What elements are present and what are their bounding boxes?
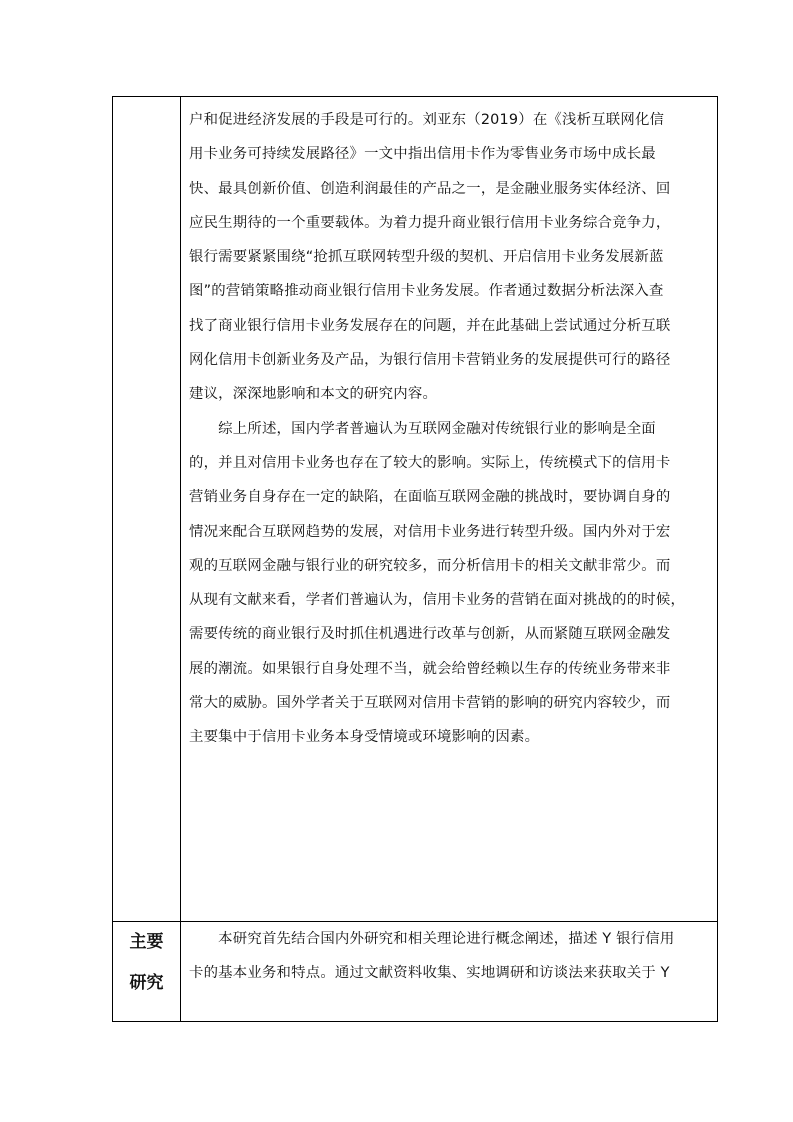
text-line: 从现有文献来看，学者们普遍认为，信用卡业务的营销在面对挑战的的时候， bbox=[189, 592, 686, 609]
text-line: 快、最具创新价值、创造利润最佳的产品之一，是金融业服务实体经济、回 bbox=[189, 180, 671, 197]
text-line: 观的互联网金融与银行业的研究较多，而分析信用卡的相关文献非常少。而 bbox=[189, 557, 671, 574]
text-line: 图”的营销策略推动商业银行信用卡业务发展。作者通过数据分析法深入查 bbox=[189, 283, 664, 300]
text-line: 主要集中于信用卡业务本身受情境或环境影响的因素。 bbox=[189, 729, 540, 746]
text-line: 银行需要紧紧围绕“抢抓互联网转型升级的契机、开启信用卡业务发展新蓝 bbox=[189, 249, 664, 266]
text-line: 情况来配合互联网趋势的发展，对信用卡业务进行转型升级。国内外对于宏 bbox=[189, 523, 671, 540]
main-research-cell bbox=[181, 922, 718, 1022]
text-line: 研究 bbox=[129, 973, 164, 993]
text-line: 综上所述，国内学者普遍认为互联网金融对传统银行业的影响是全面 bbox=[189, 420, 656, 437]
main-research-label bbox=[113, 922, 180, 1004]
text-line: 常大的威胁。国外学者关于互联网对信用卡营销的影响的研究内容较少，而 bbox=[189, 695, 671, 712]
text-line: 网化信用卡创新业务及产品，为银行信用卡营销业务的发展提供可行的路径 bbox=[189, 352, 671, 369]
text-line: 的，并且对信用卡业务也存在了较大的影响。实际上，传统模式下的信用卡 bbox=[189, 454, 671, 471]
text-line: 本研究首先结合国内外研究和相关理论进行概念阐述，描述 Y 银行信用 bbox=[189, 931, 675, 947]
text-line: 应民生期待的一个重要载体。为着力提升商业银行信用卡业务综合竞争力， bbox=[189, 214, 671, 231]
text-line: 卡的基本业务和特点。通过文献资料收集、实地调研和访谈法来获取关于 Y bbox=[189, 965, 670, 982]
proposal-table bbox=[112, 96, 718, 1022]
text-line: 用卡业务可持续发展路径》一文中指出信用卡作为零售业务市场中成长最 bbox=[189, 146, 656, 163]
main-research-text bbox=[189, 922, 709, 991]
text-line: 建议，深深地影响和本文的研究内容。 bbox=[189, 386, 438, 403]
literature-review-row bbox=[113, 97, 718, 922]
empty-label-cell bbox=[113, 97, 181, 922]
text-line: 主要 bbox=[129, 932, 164, 952]
literature-review-cell bbox=[181, 97, 718, 922]
text-line: 找了商业银行信用卡业务发展存在的问题，并在此基础上尝试通过分析互联 bbox=[189, 317, 671, 334]
text-line: 需要传统的商业银行及时抓住机遇进行改革与创新，从而紧随互联网金融发 bbox=[189, 626, 671, 643]
main-research-row bbox=[113, 922, 718, 1022]
main-research-label-cell bbox=[113, 922, 181, 1022]
text-line: 营销业务自身存在一定的缺陷，在面临互联网金融的挑战时，要协调自身的 bbox=[189, 489, 671, 506]
text-line: 户和促进经济发展的手段是可行的。刘亚东（2019）在《浅析互联网化信 bbox=[189, 112, 665, 128]
literature-review-text bbox=[189, 97, 709, 755]
text-line: 展的潮流。如果银行自身处理不当，就会给曾经赖以生存的传统业务带来非 bbox=[189, 660, 671, 677]
